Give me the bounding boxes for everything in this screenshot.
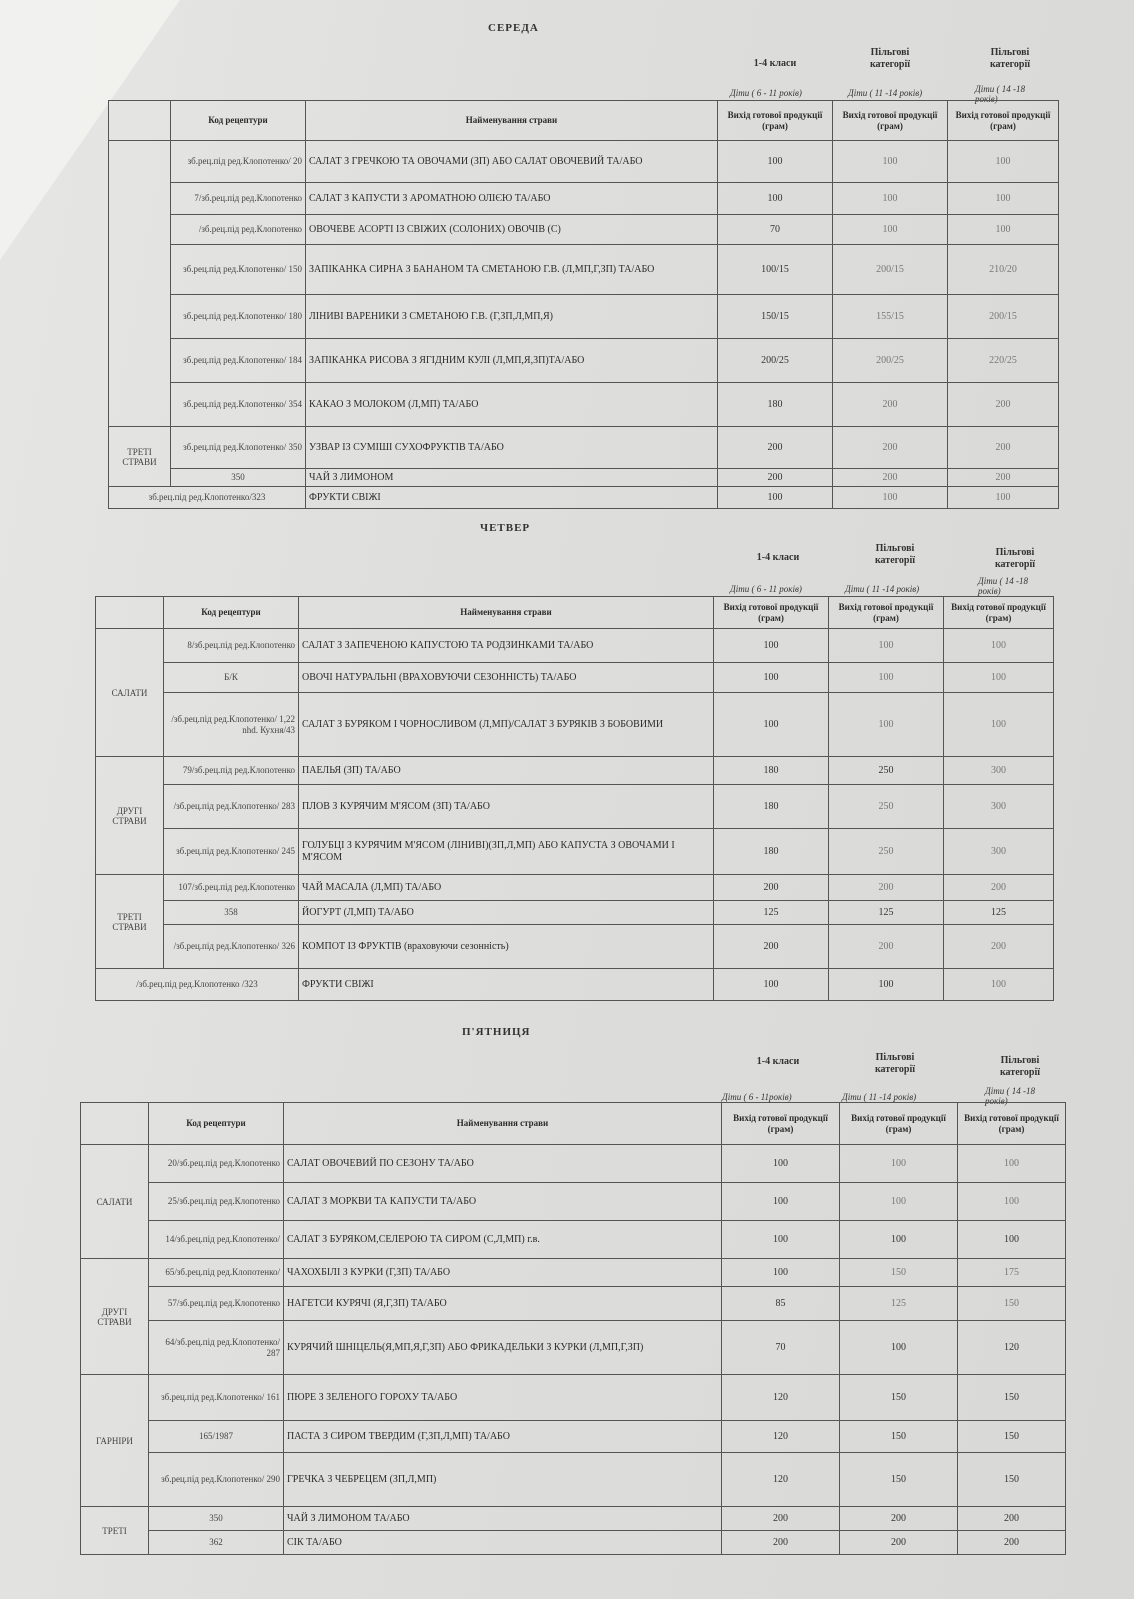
dish-name: САЛАТ З ГРЕЧКОЮ ТА ОВОЧАМИ (ЗП) АБО САЛАТ ОВОЧЕВИЙ ТА/АБО — [306, 141, 718, 183]
header-output-2: Вихід готової продукції (грам) — [833, 101, 948, 141]
dish-name: САЛАТ З МОРКВИ ТА КАПУСТИ ТА/АБО — [284, 1183, 722, 1221]
wednesday-grade-label: 1-4 класи — [753, 58, 797, 69]
header-output-3: Вихід готової продукції (грам) — [948, 101, 1059, 141]
header-dish-name: Найменування страви — [306, 101, 718, 141]
recipe-code: зб.рец.під ред.Клопотенко/ 350 — [171, 427, 306, 469]
dish-name: САЛАТ З БУРЯКОМ І ЧОРНОСЛИВОМ (Л,МП)/САЛАТ З БУРЯКІВ З БОБОВИМИ — [299, 693, 714, 757]
header-output-1: Вихід готової продукції (грам) — [722, 1103, 840, 1145]
category-third: ТРЕТІ — [81, 1507, 149, 1555]
header-output-2: Вихід готової продукції (грам) — [840, 1103, 958, 1145]
output-3: 150 — [958, 1421, 1066, 1453]
recipe-code: /зб.рец.під ред.Клопотенко/ 326 — [164, 925, 299, 969]
dish-name: ПЮРЕ З ЗЕЛЕНОГО ГОРОХУ ТА/АБО — [284, 1375, 722, 1421]
output-3: 210/20 — [948, 245, 1059, 295]
thursday-grade-label: 1-4 класи — [756, 552, 800, 563]
output-3: 200 — [958, 1531, 1066, 1555]
wednesday-category-1: Пільгові категорії — [869, 47, 911, 70]
output-3: 300 — [944, 785, 1054, 829]
output-2: 125 — [840, 1287, 958, 1321]
output-1: 100 — [718, 183, 833, 215]
table-row — [96, 629, 1054, 663]
output-3: 100 — [948, 215, 1059, 245]
output-2: 100 — [829, 693, 944, 757]
dish-name: ОВОЧІ НАТУРАЛЬНІ (ВРАХОВУЮЧИ СЕЗОННІСТЬ) ТА/АБО — [299, 663, 714, 693]
output-1: 100 — [718, 141, 833, 183]
friday-category-1: Пільгові категорії — [874, 1052, 916, 1075]
recipe-code: /зб.рец.під ред.Клопотенко/ 283 — [164, 785, 299, 829]
dish-name: ПАЕЛЬЯ (ЗП) ТА/АБО — [299, 757, 714, 785]
output-2: 100 — [829, 629, 944, 663]
output-1: 200/25 — [718, 339, 833, 383]
header-output-3: Вихід готової продукції (грам) — [958, 1103, 1066, 1145]
output-3: 150 — [958, 1375, 1066, 1421]
dish-name: ЧАЙ З ЛИМОНОМ — [306, 469, 718, 487]
recipe-code: зб.рец.під ред.Клопотенко/ 20 — [171, 141, 306, 183]
output-2: 155/15 — [833, 295, 948, 339]
recipe-code: 8/зб.рец.під ред.Клопотенко — [164, 629, 299, 663]
output-3: 200 — [944, 875, 1054, 901]
table-row — [81, 1183, 1066, 1221]
friday-sub-3: Діти ( 14 -18 років) — [985, 1086, 1035, 1106]
output-2: 100 — [840, 1183, 958, 1221]
output-2: 250 — [829, 829, 944, 875]
output-1: 100 — [714, 629, 829, 663]
output-1: 180 — [714, 785, 829, 829]
output-2: 250 — [829, 757, 944, 785]
header-output-3: Вихід готової продукції (грам) — [944, 597, 1054, 629]
category-third-courses: ТРЕТІ СТРАВИ — [96, 875, 164, 969]
output-1: 150/15 — [718, 295, 833, 339]
header-category — [81, 1103, 149, 1145]
output-2: 100 — [829, 663, 944, 693]
table-row — [96, 663, 1054, 693]
table-row — [96, 757, 1054, 785]
dish-name: ЙОГУРТ (Л,МП) ТА/АБО — [299, 901, 714, 925]
output-1: 100/15 — [718, 245, 833, 295]
category-cell — [109, 141, 171, 427]
recipe-code: 107/зб.рец.під ред.Клопотенко — [164, 875, 299, 901]
recipe-code: 350 — [149, 1507, 284, 1531]
table-row — [81, 1375, 1066, 1421]
dish-name: КУРЯЧИЙ ШНІЦЕЛЬ(Я,МП,Я,Г,ЗП) АБО ФРИКАДЕЛЬКИ З КУРКИ (Л,МП,Г,ЗП) — [284, 1321, 722, 1375]
output-2: 100 — [833, 215, 948, 245]
output-3: 200 — [948, 383, 1059, 427]
output-3: 100 — [944, 969, 1054, 1001]
recipe-code: 57/зб.рец.під ред.Клопотенко — [149, 1287, 284, 1321]
output-3: 100 — [948, 141, 1059, 183]
friday-title: П'ЯТНИЦЯ — [462, 1026, 531, 1038]
friday-grade-label: 1-4 класи — [756, 1056, 800, 1067]
output-1: 100 — [722, 1183, 840, 1221]
table-row — [96, 901, 1054, 925]
output-3: 175 — [958, 1259, 1066, 1287]
output-2: 200 — [829, 925, 944, 969]
thursday-title: ЧЕТВЕР — [480, 522, 531, 534]
output-1: 100 — [722, 1259, 840, 1287]
header-category — [96, 597, 164, 629]
output-3: 100 — [944, 693, 1054, 757]
table-row — [96, 693, 1054, 757]
recipe-code: зб.рец.під ред.Клопотенко/ 184 — [171, 339, 306, 383]
recipe-code: 20/зб.рец.під ред.Клопотенко — [149, 1145, 284, 1183]
table-row — [109, 427, 1059, 469]
thursday-category-1: Пільгові категорії — [874, 543, 916, 566]
dish-name: ЧАЙ МАСАЛА (Л,МП) ТА/АБО — [299, 875, 714, 901]
recipe-code: Б/К — [164, 663, 299, 693]
output-3: 200 — [948, 469, 1059, 487]
output-1: 85 — [722, 1287, 840, 1321]
output-1: 180 — [714, 757, 829, 785]
dish-name: ПЛОВ З КУРЯЧИМ М'ЯСОМ (ЗП) ТА/АБО — [299, 785, 714, 829]
recipe-code: 350 — [171, 469, 306, 487]
recipe-code: 64/зб.рец.під ред.Клопотенко/ 287 — [149, 1321, 284, 1375]
dish-name: САЛАТ ОВОЧЕВИЙ ПО СЕЗОНУ ТА/АБО — [284, 1145, 722, 1183]
recipe-code: /зб.рец.під ред.Клопотенко/ 1,22 nhd. Кухня/43 — [164, 693, 299, 757]
wednesday-title: СЕРЕДА — [488, 22, 539, 34]
output-1: 100 — [714, 969, 829, 1001]
output-2: 100 — [840, 1221, 958, 1259]
dish-name: КАКАО З МОЛОКОМ (Л,МП) ТА/АБО — [306, 383, 718, 427]
dish-name: ЗАПІКАНКА РИСОВА З ЯГІДНИМ КУЛІ (Л,МП,Я,ЗП)ТА/АБО — [306, 339, 718, 383]
recipe-code: зб.рец.під ред.Клопотенко/ 245 — [164, 829, 299, 875]
recipe-code: зб.рец.під ред.Клопотенко/ 150 — [171, 245, 306, 295]
output-2: 100 — [833, 487, 948, 509]
recipe-code: 79/зб.рец.під ред.Клопотенко — [164, 757, 299, 785]
table-row — [81, 1321, 1066, 1375]
output-3: 220/25 — [948, 339, 1059, 383]
table-row — [81, 1453, 1066, 1507]
table-row — [96, 875, 1054, 901]
table-row — [109, 245, 1059, 295]
dish-name: ЛІНИВІ ВАРЕНИКИ З СМЕТАНОЮ Г.В. (Г,ЗП,Л,МП,Я) — [306, 295, 718, 339]
table-header-row — [96, 597, 1054, 629]
output-2: 200 — [833, 383, 948, 427]
output-3: 200/15 — [948, 295, 1059, 339]
output-2: 125 — [829, 901, 944, 925]
thursday-sub-3: Діти ( 14 -18 років) — [978, 576, 1028, 596]
dish-name: КОМПОТ ІЗ ФРУКТІВ (враховуючи сезонність) — [299, 925, 714, 969]
dish-name: СІК ТА/АБО — [284, 1531, 722, 1555]
friday-sub-1: Діти ( 6 - 11років) — [722, 1092, 792, 1102]
output-2: 200 — [829, 875, 944, 901]
recipe-code: /зб.рец.під ред.Клопотенко — [171, 215, 306, 245]
table-row — [81, 1287, 1066, 1321]
output-2: 200 — [840, 1507, 958, 1531]
category-second-courses: ДРУГІ СТРАВИ — [96, 757, 164, 875]
output-1: 100 — [722, 1221, 840, 1259]
output-2: 200 — [833, 427, 948, 469]
output-3: 100 — [958, 1221, 1066, 1259]
recipe-code: 14/зб.рец.під ред.Клопотенко/ — [149, 1221, 284, 1259]
dish-name: НАГЕТСИ КУРЯЧІ (Я,Г,ЗП) ТА/АБО — [284, 1287, 722, 1321]
header-dish-name: Найменування страви — [284, 1103, 722, 1145]
output-3: 200 — [948, 427, 1059, 469]
thursday-category-2: Пільгові категорії — [994, 547, 1036, 570]
header-output-2: Вихід готової продукції (грам) — [829, 597, 944, 629]
dish-name: УЗВАР ІЗ СУМІШІ СУХОФРУКТІВ ТА/АБО — [306, 427, 718, 469]
table-row — [109, 339, 1059, 383]
table-row — [81, 1507, 1066, 1531]
output-2: 200/25 — [833, 339, 948, 383]
friday-sub-2: Діти ( 11 -14 років) — [842, 1092, 917, 1102]
recipe-code: 358 — [164, 901, 299, 925]
wednesday-sub-3: Діти ( 14 -18 років) — [975, 84, 1025, 104]
output-1: 70 — [718, 215, 833, 245]
output-2: 150 — [840, 1375, 958, 1421]
output-1: 100 — [714, 693, 829, 757]
output-3: 200 — [958, 1507, 1066, 1531]
recipe-code: зб.рец.під ред.Клопотенко/323 — [109, 487, 306, 509]
recipe-code: /зб.рец.під ред.Клопотенко /323 — [96, 969, 299, 1001]
recipe-code: 7/зб.рец.під ред.Клопотенко — [171, 183, 306, 215]
wednesday-sub-2: Діти ( 11 -14 років) — [848, 88, 923, 98]
output-2: 100 — [840, 1145, 958, 1183]
dish-name: САЛАТ З БУРЯКОМ,СЕЛЕРОЮ ТА СИРОМ (С,Л,МП) г.в. — [284, 1221, 722, 1259]
output-2: 100 — [840, 1321, 958, 1375]
output-2: 200 — [833, 469, 948, 487]
dish-name: ЧАЙ З ЛИМОНОМ ТА/АБО — [284, 1507, 722, 1531]
output-1: 70 — [722, 1321, 840, 1375]
wednesday-sub-1: Діти ( 6 - 11 років) — [730, 88, 802, 98]
output-2: 150 — [840, 1421, 958, 1453]
output-1: 100 — [714, 663, 829, 693]
output-2: 200/15 — [833, 245, 948, 295]
wednesday-category-2: Пільгові категорії — [989, 47, 1031, 70]
output-3: 150 — [958, 1453, 1066, 1507]
output-3: 125 — [944, 901, 1054, 925]
output-2: 100 — [833, 141, 948, 183]
dish-name: ЧАХОХБІЛІ З КУРКИ (Г,ЗП) ТА/АБО — [284, 1259, 722, 1287]
table-row — [96, 925, 1054, 969]
output-3: 150 — [958, 1287, 1066, 1321]
recipe-code: зб.рец.під ред.Клопотенко/ 354 — [171, 383, 306, 427]
recipe-code: зб.рец.під ред.Клопотенко/ 161 — [149, 1375, 284, 1421]
output-3: 100 — [948, 183, 1059, 215]
table-header-row — [81, 1103, 1066, 1145]
table-row — [81, 1259, 1066, 1287]
recipe-code: 362 — [149, 1531, 284, 1555]
header-recipe-code: Код рецептури — [164, 597, 299, 629]
output-3: 100 — [958, 1183, 1066, 1221]
output-2: 250 — [829, 785, 944, 829]
header-output-1: Вихід готової продукції (грам) — [714, 597, 829, 629]
output-2: 150 — [840, 1453, 958, 1507]
dish-name: САЛАТ З ЗАПЕЧЕНОЮ КАПУСТОЮ ТА РОДЗИНКАМИ ТА/АБО — [299, 629, 714, 663]
table-row — [96, 785, 1054, 829]
output-1: 180 — [714, 829, 829, 875]
category-garnishes: ГАРНІРИ — [81, 1375, 149, 1507]
output-1: 100 — [718, 487, 833, 509]
category-salads: САЛАТИ — [96, 629, 164, 757]
output-1: 200 — [718, 469, 833, 487]
table-row — [109, 141, 1059, 183]
recipe-code: 165/1987 — [149, 1421, 284, 1453]
output-1: 120 — [722, 1453, 840, 1507]
category-second-courses: ДРУГІ СТРАВИ — [81, 1259, 149, 1375]
output-3: 100 — [944, 629, 1054, 663]
output-2: 200 — [840, 1531, 958, 1555]
table-row — [109, 215, 1059, 245]
dish-name: ФРУКТИ СВІЖІ — [306, 487, 718, 509]
table-row — [81, 1421, 1066, 1453]
header-recipe-code: Код рецептури — [171, 101, 306, 141]
output-1: 200 — [718, 427, 833, 469]
output-1: 120 — [722, 1421, 840, 1453]
category-salads: САЛАТИ — [81, 1145, 149, 1259]
friday-menu-table — [80, 1102, 1066, 1555]
output-1: 125 — [714, 901, 829, 925]
thursday-menu-table — [95, 596, 1054, 1001]
output-3: 300 — [944, 757, 1054, 785]
recipe-code: зб.рец.під ред.Клопотенко/ 290 — [149, 1453, 284, 1507]
table-row — [96, 969, 1054, 1001]
output-2: 150 — [840, 1259, 958, 1287]
header-category — [109, 101, 171, 141]
table-row — [96, 829, 1054, 875]
recipe-code: 65/зб.рец.під ред.Клопотенко/ — [149, 1259, 284, 1287]
output-3: 100 — [944, 663, 1054, 693]
dish-name: ГОЛУБЦІ З КУРЯЧИМ М'ЯСОМ (ЛІНИВІ)(ЗП,Л,МП) АБО КАПУСТА З ОВОЧАМИ І М'ЯСОМ — [299, 829, 714, 875]
recipe-code: зб.рец.під ред.Клопотенко/ 180 — [171, 295, 306, 339]
table-row — [109, 183, 1059, 215]
table-row — [109, 487, 1059, 509]
output-3: 100 — [948, 487, 1059, 509]
dish-name: ГРЕЧКА З ЧЕБРЕЦЕМ (ЗП,Л,МП) — [284, 1453, 722, 1507]
thursday-sub-1: Діти ( 6 - 11 років) — [730, 584, 802, 594]
output-3: 200 — [944, 925, 1054, 969]
wednesday-menu-table — [108, 100, 1059, 509]
friday-category-2: Пільгові категорії — [999, 1055, 1041, 1078]
dish-name: ОВОЧЕВЕ АСОРТІ ІЗ СВІЖИХ (СОЛОНИХ) ОВОЧІВ (С) — [306, 215, 718, 245]
thursday-sub-2: Діти ( 11 -14 років) — [845, 584, 920, 594]
output-2: 100 — [833, 183, 948, 215]
dish-name: ПАСТА З СИРОМ ТВЕРДИМ (Г,ЗП,Л,МП) ТА/АБО — [284, 1421, 722, 1453]
header-output-1: Вихід готової продукції (грам) — [718, 101, 833, 141]
dish-name: САЛАТ З КАПУСТИ З АРОМАТНОЮ ОЛІЄЮ ТА/АБО — [306, 183, 718, 215]
table-row — [109, 295, 1059, 339]
category-third-courses: ТРЕТІ СТРАВИ — [109, 427, 171, 487]
output-1: 200 — [722, 1507, 840, 1531]
output-1: 200 — [714, 925, 829, 969]
header-dish-name: Найменування страви — [299, 597, 714, 629]
table-row — [109, 383, 1059, 427]
table-row — [81, 1145, 1066, 1183]
header-recipe-code: Код рецептури — [149, 1103, 284, 1145]
table-header-row — [109, 101, 1059, 141]
output-1: 200 — [722, 1531, 840, 1555]
output-1: 180 — [718, 383, 833, 427]
table-row — [109, 469, 1059, 487]
recipe-code: 25/зб.рец.під ред.Клопотенко — [149, 1183, 284, 1221]
output-2: 100 — [829, 969, 944, 1001]
table-row — [81, 1221, 1066, 1259]
table-row — [81, 1531, 1066, 1555]
output-3: 100 — [958, 1145, 1066, 1183]
dish-name: ФРУКТИ СВІЖІ — [299, 969, 714, 1001]
output-1: 120 — [722, 1375, 840, 1421]
output-1: 100 — [722, 1145, 840, 1183]
output-1: 200 — [714, 875, 829, 901]
output-3: 300 — [944, 829, 1054, 875]
output-3: 120 — [958, 1321, 1066, 1375]
dish-name: ЗАПІКАНКА СИРНА З БАНАНОМ ТА СМЕТАНОЮ Г.В. (Л,МП,Г,ЗП) ТА/АБО — [306, 245, 718, 295]
